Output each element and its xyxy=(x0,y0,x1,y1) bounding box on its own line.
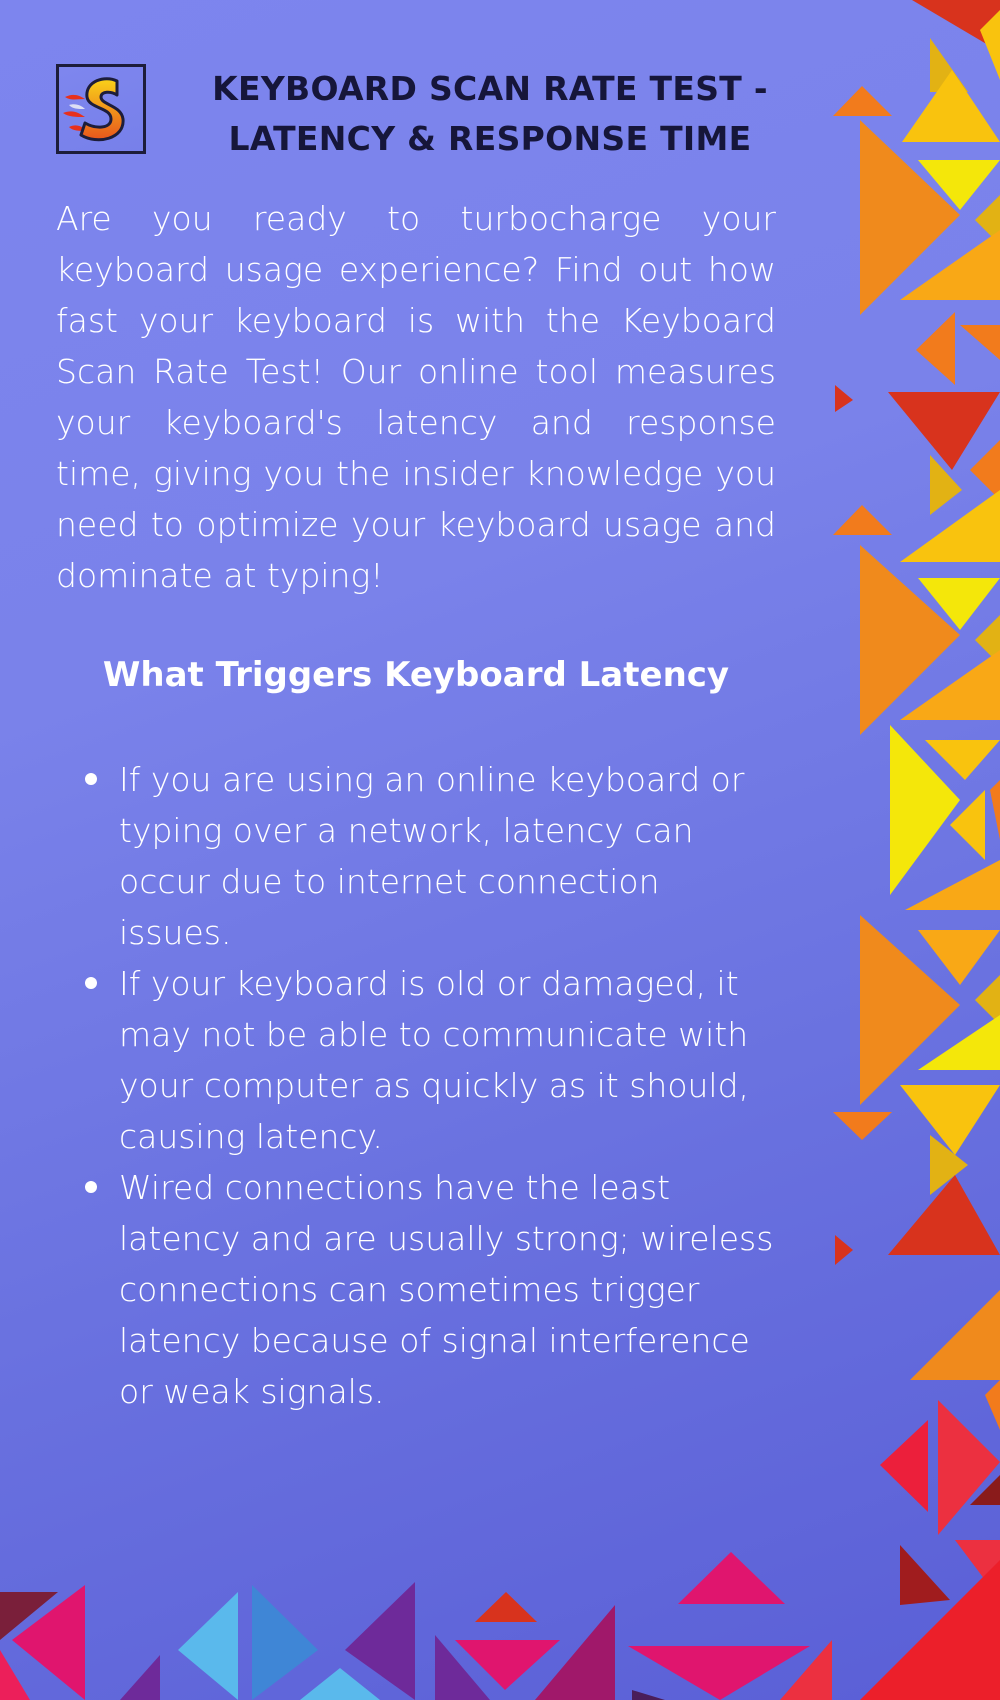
site-logo[interactable] xyxy=(56,64,146,154)
page-title: KEYBOARD SCAN RATE TEST - LATENCY & RESPONSE TIME xyxy=(212,69,768,158)
list-item xyxy=(119,1162,779,1417)
list-item-text: If you are using an online keyboard or typing over a network, latency can occur due to internet connection issues. xyxy=(119,760,745,952)
list-item-text: Wired connections have the least latency and are usually strong; wireless connections can sometimes trigger latency because of signal interference or weak signals. xyxy=(119,1168,774,1411)
latency-causes-list xyxy=(119,754,779,1417)
list-item xyxy=(119,754,779,958)
bullet-dot-icon xyxy=(85,977,97,989)
section-heading: What Triggers Keyboard Latency xyxy=(102,655,730,695)
bullet-dot-icon xyxy=(85,1181,97,1193)
intro-paragraph: Are you ready to turbocharge your keyboard usage experience? Find out how fast your keyboard is with the Keyboard Scan Rate Test! Our online tool measures your keyboard's latency and response time, giving you the insider knowledge you need to optimize your keyboard usage and dominate at typing! xyxy=(56,199,776,595)
flaming-s-logo-icon xyxy=(59,67,143,151)
bullet-dot-icon xyxy=(85,773,97,785)
bottom-edge-triangles xyxy=(0,1552,832,1700)
list-item xyxy=(119,958,779,1162)
right-edge-triangles xyxy=(833,0,1000,1700)
list-item-text: If your keyboard is old or damaged, it may not be able to communicate with your computer as quickly as it should, causing latency. xyxy=(119,964,750,1156)
